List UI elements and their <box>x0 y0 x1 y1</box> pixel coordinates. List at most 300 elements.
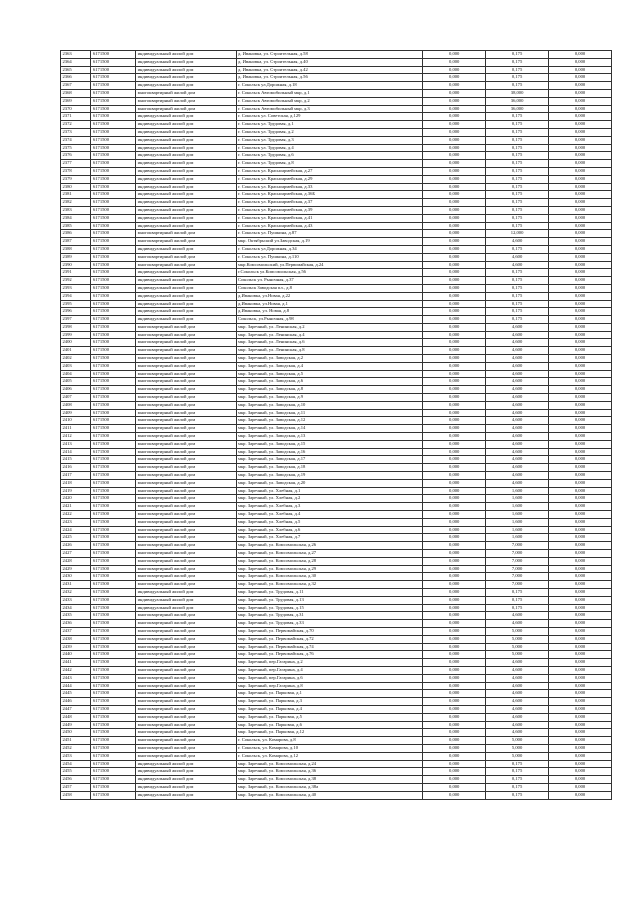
building-type-cell: индивидуальный жилой дом <box>136 300 236 308</box>
value-b-cell: 4,600 <box>486 378 549 386</box>
building-type-cell: многоквартирный жилой дом <box>136 721 236 729</box>
value-b-cell: 1,600 <box>486 534 549 542</box>
building-type-cell: многоквартирный жилой дом <box>136 409 236 417</box>
address-cell: д.Ивановка, ул.Новая, д.1 <box>236 300 423 308</box>
value-c-cell: 0,000 <box>549 316 612 324</box>
table-row <box>61 659 612 667</box>
table-row <box>61 355 612 363</box>
value-b-cell: 4,600 <box>486 472 549 480</box>
address-cell: г. Сокольск ул. Трудовая, д.1 <box>236 121 423 129</box>
value-c-cell: 0,000 <box>549 456 612 464</box>
value-b-cell: 4,600 <box>486 456 549 464</box>
table-row <box>61 542 612 550</box>
table-row <box>61 643 612 651</box>
value-b-cell: 0,175 <box>486 316 549 324</box>
building-type-cell: многоквартирный жилой дом <box>136 479 236 487</box>
table-row <box>61 105 612 113</box>
address-cell: г. Сокольск, ул. Комарова, д.8 <box>236 737 423 745</box>
building-type-cell: многоквартирный жилой дом <box>136 581 236 589</box>
value-b-cell: 4,600 <box>486 666 549 674</box>
row-number-cell: 2372 <box>61 121 91 129</box>
building-type-cell: индивидуальный жилой дом <box>136 58 236 66</box>
address-cell: мкр. Заречный, ул. Комсомольская, д.38а <box>236 783 423 791</box>
building-type-cell: многоквартирный жилой дом <box>136 534 236 542</box>
value-a-cell: 0,000 <box>423 292 486 300</box>
building-type-cell: индивидуальный жилой дом <box>136 66 236 74</box>
value-b-cell: 4,600 <box>486 409 549 417</box>
building-type-cell: индивидуальный жилой дом <box>136 191 236 199</box>
value-c-cell: 0,000 <box>549 464 612 472</box>
address-cell: г. Сокольск Автомобильный мкр, д.2 <box>236 97 423 105</box>
building-type-cell: индивидуальный жилой дом <box>136 284 236 292</box>
address-cell: мкр. Заречный, ул. Заводская, д.9 <box>236 394 423 402</box>
value-b-cell: 5,000 <box>486 737 549 745</box>
value-a-cell: 0,000 <box>423 666 486 674</box>
code-cell: 6171500 <box>91 666 136 674</box>
address-cell: мкр. Заречный, ул. Комсомольская, д.26 <box>236 542 423 550</box>
building-type-cell: многоквартирный жилой дом <box>136 690 236 698</box>
value-c-cell: 0,000 <box>549 682 612 690</box>
code-cell: 6171500 <box>91 66 136 74</box>
value-c-cell: 0,000 <box>549 666 612 674</box>
value-b-cell: 4,600 <box>486 355 549 363</box>
code-cell: 6171500 <box>91 199 136 207</box>
code-cell: 6171500 <box>91 464 136 472</box>
value-a-cell: 0,000 <box>423 705 486 713</box>
table-row <box>61 394 612 402</box>
row-number-cell: 2378 <box>61 167 91 175</box>
code-cell: 6171500 <box>91 253 136 261</box>
row-number-cell: 2440 <box>61 651 91 659</box>
value-a-cell: 0,000 <box>423 503 486 511</box>
value-b-cell: 0,175 <box>486 214 549 222</box>
value-a-cell: 0,000 <box>423 409 486 417</box>
value-c-cell: 0,000 <box>549 737 612 745</box>
code-cell: 6171500 <box>91 394 136 402</box>
value-b-cell: 1,600 <box>486 518 549 526</box>
value-a-cell: 0,000 <box>423 643 486 651</box>
table-row <box>61 760 612 768</box>
value-a-cell: 0,000 <box>423 612 486 620</box>
table-row <box>61 550 612 558</box>
row-number-cell: 2450 <box>61 729 91 737</box>
value-b-cell: 0,175 <box>486 74 549 82</box>
row-number-cell: 2457 <box>61 783 91 791</box>
code-cell: 6171500 <box>91 51 136 59</box>
value-a-cell: 0,000 <box>423 316 486 324</box>
code-cell: 6171500 <box>91 472 136 480</box>
value-a-cell: 0,000 <box>423 776 486 784</box>
address-cell: мкр. Заречный, ул. Заводская, д.19 <box>236 472 423 480</box>
address-cell: мкр. Заречный, ул. Заводская, д.6 <box>236 378 423 386</box>
table-row <box>61 448 612 456</box>
row-number-cell: 2419 <box>61 487 91 495</box>
value-a-cell: 0,000 <box>423 245 486 253</box>
table-row <box>61 721 612 729</box>
value-a-cell: 0,000 <box>423 425 486 433</box>
code-cell: 6171500 <box>91 425 136 433</box>
value-b-cell: 5,000 <box>486 635 549 643</box>
code-cell: 6171500 <box>91 643 136 651</box>
table-row <box>61 479 612 487</box>
row-number-cell: 2447 <box>61 705 91 713</box>
value-c-cell: 0,000 <box>549 674 612 682</box>
value-b-cell: 4,600 <box>486 705 549 713</box>
code-cell: 6171500 <box>91 612 136 620</box>
value-b-cell: 36,000 <box>486 97 549 105</box>
table-row <box>61 464 612 472</box>
value-a-cell: 0,000 <box>423 160 486 168</box>
value-a-cell: 0,000 <box>423 495 486 503</box>
table-row <box>61 440 612 448</box>
row-number-cell: 2455 <box>61 768 91 776</box>
value-c-cell: 0,000 <box>549 128 612 136</box>
table-row <box>61 245 612 253</box>
address-cell: мкр. Заречный, ул. Ленинская, д.6 <box>236 339 423 347</box>
row-number-cell: 2423 <box>61 518 91 526</box>
code-cell: 6171500 <box>91 581 136 589</box>
table-row <box>61 737 612 745</box>
building-type-cell: многоквартирный жилой дом <box>136 331 236 339</box>
value-c-cell: 0,000 <box>549 752 612 760</box>
building-type-cell: многоквартирный жилой дом <box>136 89 236 97</box>
table-row <box>61 74 612 82</box>
value-b-cell: 0,175 <box>486 222 549 230</box>
value-a-cell: 0,000 <box>423 635 486 643</box>
table-row <box>61 557 612 565</box>
code-cell: 6171500 <box>91 238 136 246</box>
value-c-cell: 0,000 <box>549 612 612 620</box>
row-number-cell: 2375 <box>61 144 91 152</box>
table-row <box>61 58 612 66</box>
address-cell: г. Сокольск ул. Трудовая, д.2 <box>236 128 423 136</box>
address-cell: мкр. Заречный, ул. Заводская, д.14 <box>236 425 423 433</box>
row-number-cell: 2390 <box>61 261 91 269</box>
building-type-cell: многоквартирный жилой дом <box>136 620 236 628</box>
building-type-cell: многоквартирный жилой дом <box>136 729 236 737</box>
value-b-cell: 7,000 <box>486 542 549 550</box>
value-b-cell: 0,175 <box>486 199 549 207</box>
value-c-cell: 0,000 <box>549 331 612 339</box>
row-number-cell: 2435 <box>61 612 91 620</box>
address-cell: мкр. Заречный, ул. Парковая, д.1 <box>236 690 423 698</box>
code-cell: 6171500 <box>91 347 136 355</box>
value-c-cell: 0,000 <box>549 643 612 651</box>
table-row <box>61 308 612 316</box>
value-a-cell: 0,000 <box>423 355 486 363</box>
value-c-cell: 0,000 <box>549 74 612 82</box>
row-number-cell: 2424 <box>61 526 91 534</box>
value-b-cell: 0,175 <box>486 300 549 308</box>
value-b-cell: 4,600 <box>486 339 549 347</box>
code-cell: 6171500 <box>91 160 136 168</box>
building-type-cell: многоквартирный жилой дом <box>136 433 236 441</box>
address-cell: мкр. Октябрьский ул.Заводская, д.19 <box>236 238 423 246</box>
value-a-cell: 0,000 <box>423 682 486 690</box>
table-row <box>61 518 612 526</box>
code-cell: 6171500 <box>91 620 136 628</box>
row-number-cell: 2441 <box>61 659 91 667</box>
row-number-cell: 2374 <box>61 136 91 144</box>
value-b-cell: 0,175 <box>486 596 549 604</box>
value-a-cell: 0,000 <box>423 620 486 628</box>
table-row <box>61 167 612 175</box>
building-type-cell: многоквартирный жилой дом <box>136 495 236 503</box>
value-a-cell: 0,000 <box>423 698 486 706</box>
row-number-cell: 2442 <box>61 666 91 674</box>
address-cell: мкр. Заречный, ул. Заводская, д.4 <box>236 362 423 370</box>
building-type-cell: индивидуальный жилой дом <box>136 222 236 230</box>
code-cell: 6171500 <box>91 557 136 565</box>
code-cell: 6171500 <box>91 433 136 441</box>
code-cell: 6171500 <box>91 370 136 378</box>
value-b-cell: 4,600 <box>486 370 549 378</box>
value-b-cell: 4,600 <box>486 659 549 667</box>
value-b-cell: 0,175 <box>486 277 549 285</box>
code-cell: 6171500 <box>91 534 136 542</box>
building-type-cell: многоквартирный жилой дом <box>136 425 236 433</box>
code-cell: 6171500 <box>91 596 136 604</box>
row-number-cell: 2365 <box>61 66 91 74</box>
code-cell: 6171500 <box>91 448 136 456</box>
building-type-cell: индивидуальный жилой дом <box>136 768 236 776</box>
code-cell: 6171500 <box>91 588 136 596</box>
table-row <box>61 175 612 183</box>
table-row <box>61 183 612 191</box>
value-a-cell: 0,000 <box>423 791 486 799</box>
value-b-cell: 4,600 <box>486 386 549 394</box>
value-c-cell: 0,000 <box>549 479 612 487</box>
value-b-cell: 1,600 <box>486 495 549 503</box>
table-row <box>61 729 612 737</box>
value-c-cell: 0,000 <box>549 394 612 402</box>
value-c-cell: 0,000 <box>549 604 612 612</box>
value-a-cell: 0,000 <box>423 588 486 596</box>
row-number-cell: 2403 <box>61 362 91 370</box>
code-cell: 6171500 <box>91 105 136 113</box>
table-row <box>61 339 612 347</box>
value-c-cell: 0,000 <box>549 58 612 66</box>
address-cell: д. Ивановка, ул. Строительная, д.40 <box>236 58 423 66</box>
row-number-cell: 2395 <box>61 300 91 308</box>
value-a-cell: 0,000 <box>423 58 486 66</box>
value-c-cell: 0,000 <box>549 167 612 175</box>
table-row <box>61 744 612 752</box>
table-row <box>61 144 612 152</box>
address-cell: мкр. Заречный, ул. Комсомольская, д.27 <box>236 550 423 558</box>
address-cell: мкр. Заречный, ул. Заводская, д.16 <box>236 448 423 456</box>
value-c-cell: 0,000 <box>549 573 612 581</box>
row-number-cell: 2386 <box>61 230 91 238</box>
building-type-cell: многоквартирный жилой дом <box>136 417 236 425</box>
row-number-cell: 2370 <box>61 105 91 113</box>
address-cell: мкр. Заречный, ул. Хлебная, д.7 <box>236 534 423 542</box>
row-number-cell: 2396 <box>61 308 91 316</box>
table-row <box>61 627 612 635</box>
value-b-cell: 0,175 <box>486 144 549 152</box>
value-a-cell: 0,000 <box>423 448 486 456</box>
value-b-cell: 4,600 <box>486 698 549 706</box>
building-type-cell: индивидуальный жилой дом <box>136 183 236 191</box>
value-c-cell: 0,000 <box>549 97 612 105</box>
address-cell: мкр. Заречный, ул. Ленинская, д.4 <box>236 331 423 339</box>
value-c-cell: 0,000 <box>549 659 612 667</box>
value-b-cell: 12,000 <box>486 230 549 238</box>
address-cell: г. Сокольск ул. Красноармейская, д.41 <box>236 214 423 222</box>
table-row <box>61 651 612 659</box>
address-cell: г.Сокольск ул.Комсомольская, д.56 <box>236 269 423 277</box>
address-cell: мкр. Заречный, ул. Заводская, д.15 <box>236 440 423 448</box>
row-number-cell: 2376 <box>61 152 91 160</box>
value-b-cell: 0,175 <box>486 82 549 90</box>
value-a-cell: 0,000 <box>423 417 486 425</box>
value-c-cell: 0,000 <box>549 448 612 456</box>
building-type-cell: многоквартирный жилой дом <box>136 550 236 558</box>
address-cell: г. Сокольск ул. Советская, д.129 <box>236 113 423 121</box>
value-c-cell: 0,000 <box>549 433 612 441</box>
value-c-cell: 0,000 <box>549 89 612 97</box>
value-a-cell: 0,000 <box>423 331 486 339</box>
value-c-cell: 0,000 <box>549 791 612 799</box>
address-cell: мкр. Заречный, ул. Парковая, д.6 <box>236 721 423 729</box>
building-type-cell: многоквартирный жилой дом <box>136 565 236 573</box>
value-c-cell: 0,000 <box>549 386 612 394</box>
value-c-cell: 0,000 <box>549 620 612 628</box>
table-row <box>61 401 612 409</box>
row-number-cell: 2431 <box>61 581 91 589</box>
table-row <box>61 51 612 59</box>
row-number-cell: 2429 <box>61 565 91 573</box>
row-number-cell: 2364 <box>61 58 91 66</box>
address-cell: мкр. Заречный, ул. Заводская, д.12 <box>236 417 423 425</box>
value-a-cell: 0,000 <box>423 737 486 745</box>
value-a-cell: 0,000 <box>423 191 486 199</box>
building-type-cell: индивидуальный жилой дом <box>136 245 236 253</box>
address-cell: г. Сокольск Автомобильный мкр, д.3 <box>236 105 423 113</box>
building-type-cell: многоквартирный жилой дом <box>136 230 236 238</box>
value-c-cell: 0,000 <box>549 729 612 737</box>
row-number-cell: 2399 <box>61 331 91 339</box>
row-number-cell: 2411 <box>61 425 91 433</box>
value-c-cell: 0,000 <box>549 253 612 261</box>
building-type-cell: многоквартирный жилой дом <box>136 627 236 635</box>
value-a-cell: 0,000 <box>423 472 486 480</box>
row-number-cell: 2398 <box>61 323 91 331</box>
building-type-cell: многоквартирный жилой дом <box>136 440 236 448</box>
code-cell: 6171500 <box>91 277 136 285</box>
code-cell: 6171500 <box>91 705 136 713</box>
value-c-cell: 0,000 <box>549 82 612 90</box>
code-cell: 6171500 <box>91 292 136 300</box>
value-a-cell: 0,000 <box>423 113 486 121</box>
table-row <box>61 409 612 417</box>
row-number-cell: 2451 <box>61 737 91 745</box>
value-b-cell: 0,175 <box>486 136 549 144</box>
value-b-cell: 0,175 <box>486 58 549 66</box>
row-number-cell: 2407 <box>61 394 91 402</box>
address-cell: мкр. Заречный, ул. Заводская, д.18 <box>236 464 423 472</box>
value-c-cell: 0,000 <box>549 557 612 565</box>
row-number-cell: 2397 <box>61 316 91 324</box>
table-row <box>61 588 612 596</box>
table-row <box>61 238 612 246</box>
code-cell: 6171500 <box>91 565 136 573</box>
address-cell: Сокольск Заводская пл., д.8 <box>236 284 423 292</box>
value-b-cell: 4,600 <box>486 620 549 628</box>
table-row <box>61 89 612 97</box>
value-c-cell: 0,000 <box>549 284 612 292</box>
value-b-cell: 0,175 <box>486 292 549 300</box>
code-cell: 6171500 <box>91 89 136 97</box>
value-b-cell: 4,600 <box>486 612 549 620</box>
address-cell: мкр. Заречный, ул. Комсомольская, д.28 <box>236 557 423 565</box>
value-b-cell: 0,175 <box>486 113 549 121</box>
value-a-cell: 0,000 <box>423 394 486 402</box>
value-b-cell: 0,175 <box>486 128 549 136</box>
code-cell: 6171500 <box>91 230 136 238</box>
value-a-cell: 0,000 <box>423 511 486 519</box>
building-type-cell: многоквартирный жилой дом <box>136 651 236 659</box>
code-cell: 6171500 <box>91 503 136 511</box>
building-type-cell: многоквартирный жилой дом <box>136 448 236 456</box>
table-row <box>61 417 612 425</box>
building-type-cell: многоквартирный жилой дом <box>136 401 236 409</box>
table-row <box>61 581 612 589</box>
code-cell: 6171500 <box>91 128 136 136</box>
value-a-cell: 0,000 <box>423 479 486 487</box>
address-cell: г. Сокольск ул.Дорожная, д.34 <box>236 245 423 253</box>
row-number-cell: 2422 <box>61 511 91 519</box>
code-cell: 6171500 <box>91 214 136 222</box>
value-b-cell: 5,000 <box>486 651 549 659</box>
building-type-cell: многоквартирный жилой дом <box>136 744 236 752</box>
row-number-cell: 2401 <box>61 347 91 355</box>
value-b-cell: 7,000 <box>486 581 549 589</box>
code-cell: 6171500 <box>91 479 136 487</box>
value-a-cell: 0,000 <box>423 534 486 542</box>
building-type-cell: многоквартирный жилой дом <box>136 487 236 495</box>
building-type-cell: индивидуальный жилой дом <box>136 269 236 277</box>
register-table-body <box>61 51 612 800</box>
address-cell: г. Сокольск ул. Пушкина, д.87 <box>236 230 423 238</box>
value-b-cell: 4,600 <box>486 347 549 355</box>
building-type-cell: индивидуальный жилой дом <box>136 82 236 90</box>
address-cell: мкр. Заречный, ул. Парковая, д.12 <box>236 729 423 737</box>
value-b-cell: 0,175 <box>486 783 549 791</box>
table-row <box>61 261 612 269</box>
building-type-cell: многоквартирный жилой дом <box>136 518 236 526</box>
building-type-cell: индивидуальный жилой дом <box>136 783 236 791</box>
value-b-cell: 0,175 <box>486 768 549 776</box>
code-cell: 6171500 <box>91 136 136 144</box>
building-type-cell: индивидуальный жилой дом <box>136 121 236 129</box>
row-number-cell: 2415 <box>61 456 91 464</box>
row-number-cell: 2433 <box>61 596 91 604</box>
value-a-cell: 0,000 <box>423 674 486 682</box>
address-cell: г. Сокольск ул. Трудовая, д.3 <box>236 136 423 144</box>
table-row <box>61 277 612 285</box>
address-cell: мкр. Заречный, ул. Трудовая, д.31 <box>236 612 423 620</box>
building-type-cell: индивидуальный жилой дом <box>136 214 236 222</box>
building-type-cell: индивидуальный жилой дом <box>136 51 236 59</box>
value-a-cell: 0,000 <box>423 386 486 394</box>
building-type-cell: многоквартирный жилой дом <box>136 464 236 472</box>
building-type-cell: индивидуальный жилой дом <box>136 292 236 300</box>
table-row <box>61 596 612 604</box>
value-c-cell: 0,000 <box>549 113 612 121</box>
building-type-cell: индивидуальный жилой дом <box>136 316 236 324</box>
code-cell: 6171500 <box>91 713 136 721</box>
